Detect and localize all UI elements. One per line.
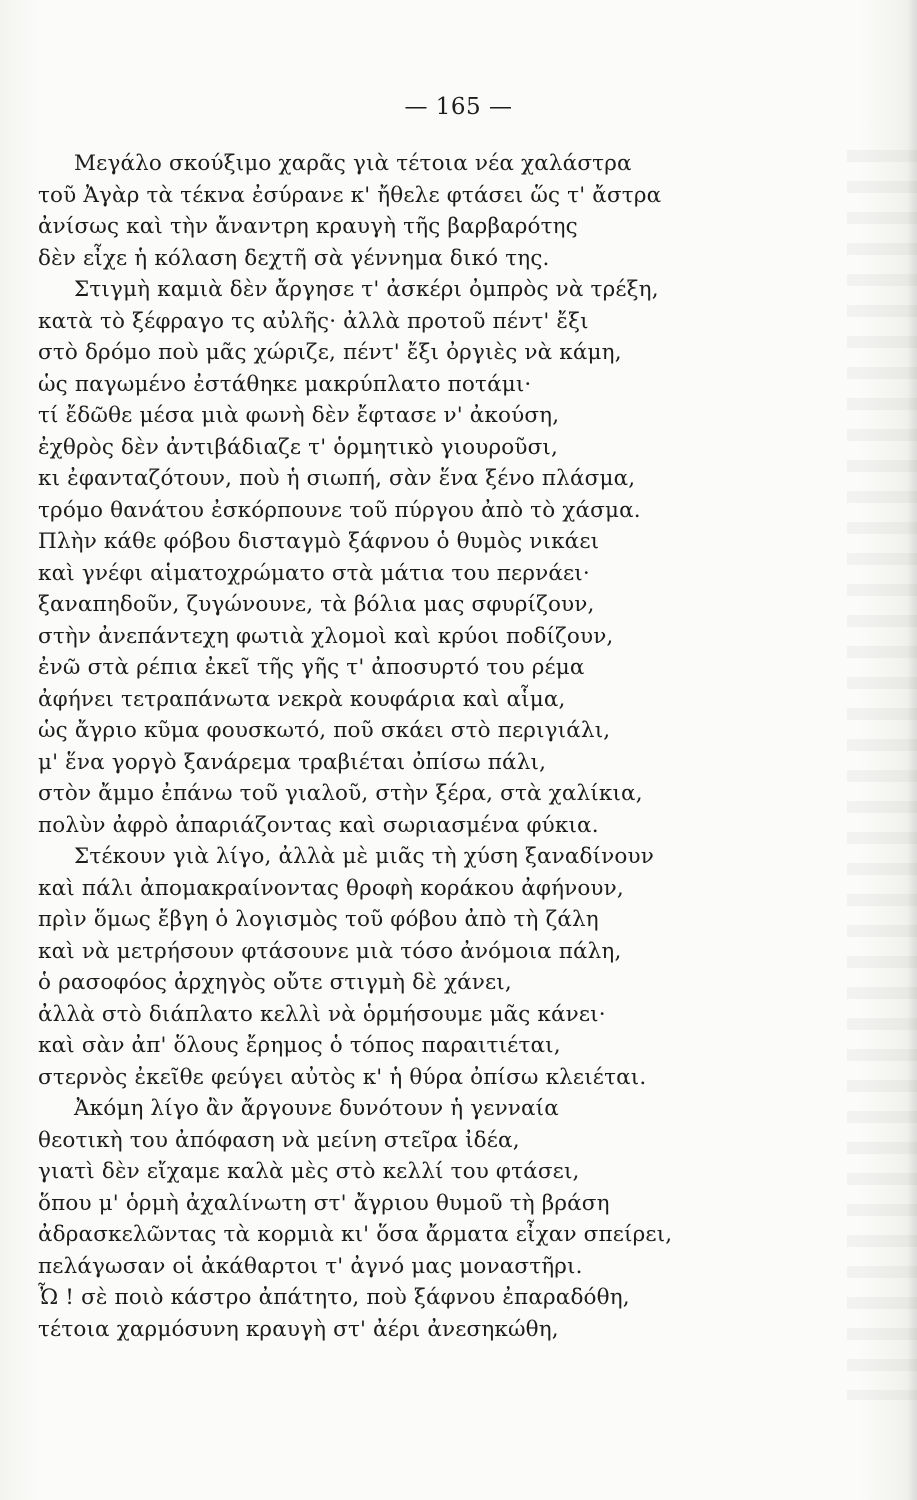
poem-line: ἐνῶ στὰ ρέπια ἐκεῖ τῆς γῆς τ' ἀποσυρτό του ρέμα <box>38 655 585 680</box>
poem-line: Ὦ ! σὲ ποιὸ κάστρο ἀπάτητο, ποὺ ξάφνου ἐπαραδόθη, <box>38 1285 630 1310</box>
poem-line: ἀφήνει τετραπάνωτα νεκρὰ κουφάρια καὶ αἷμα, <box>38 686 566 712</box>
poem-line: γιατὶ δὲν εἴχαμε καλὰ μὲς στὸ κελλί του φτάσει, <box>38 1159 580 1184</box>
poem-line: Πλὴν κάθε φόβου δισταγμὸ ξάφνου ὁ θυμὸς νικάει <box>38 529 600 554</box>
poem-line: τοῦ Ἀγὰρ τὰ τέκνα ἐσύρανε κ' ἤθελε φτάσει ὥς τ' ἄστρα <box>38 182 662 208</box>
poem-line: ἀδρασκελῶντας τὰ κορμιὰ κι' ὅσα ἄρματα εἶχαν σπείρει, <box>38 1222 673 1247</box>
poem-line: στὸν ἄμμο ἐπάνω τοῦ γιαλοῦ, στὴν ξέρα, στὰ χαλίκια, <box>38 781 643 806</box>
poem-line: καὶ πάλι ἀπομακραίνοντας θροφὴ κοράκου ἀφήνουν, <box>38 875 624 901</box>
poem-line: ἀλλὰ στὸ διάπλατο κελλὶ νὰ ὁρμήσουμε μᾶς κάνει· <box>38 1001 606 1027</box>
poem-line: καὶ σὰν ἀπ' ὅλους ἔρημος ὁ τόπος παραιτιέται, <box>38 1033 561 1058</box>
poem-line: ἐχθρὸς δὲν ἀντιβάδιαζε τ' ὁρμητικὸ γιουροῦσι, <box>38 434 558 460</box>
poem-line: στὴν ἀνεπάντεχη φωτιὰ χλομοὶ καὶ κρύοι ποδίζουν, <box>38 623 614 649</box>
page-edge-shadow <box>907 0 917 1500</box>
poem-line: ὁ ρασοφόος ἀρχηγὸς οὔτε στιγμὴ δὲ χάνει, <box>38 970 512 995</box>
poem-line: καὶ νὰ μετρήσουν φτάσουνε μιὰ τόσο ἀνόμοια πάλη, <box>38 938 622 964</box>
poem-line: δὲν εἶχε ἡ κόλαση δεχτῆ σὰ γέννημα δικό της. <box>38 245 550 271</box>
poem-line: καὶ γνέφι αἱματοχρώματο στὰ μάτια του περνάει· <box>38 560 590 586</box>
poem-line: ὡς παγωμένο ἐστάθηκε μακρύπλατο ποτάμι· <box>38 371 532 397</box>
poem-line: ὡς ἄγριο κῦμα φουσκωτό, ποῦ σκάει στὸ περιγιάλι, <box>38 718 611 743</box>
poem-line: ὅπου μ' ὁρμὴ ἀχαλίνωτη στ' ἄγριου θυμοῦ τὴ βράση <box>38 1190 610 1216</box>
poem-line: στερνὸς ἐκεῖθε φεύγει αὐτὸς κ' ἡ θύρα ὀπίσω κλειέται. <box>38 1064 647 1090</box>
poem-line: ξαναπηδοῦν, ζυγώνουνε, τὰ βόλια μας σφυρίζουν, <box>38 592 595 617</box>
poem-line: τρόμο θανάτου ἐσκόρπουνε τοῦ πύργου ἀπὸ τὸ χάσμα. <box>38 497 641 523</box>
page-number: — 165 — <box>404 94 513 120</box>
poem-line: στὸ δρόμο ποὺ μᾶς χώριζε, πέντ' ἔξι ὀργιὲς νὰ κάμη, <box>38 340 622 365</box>
poem-line: Στέκουν γιὰ λίγο, ἀλλὰ μὲ μιᾶς τὴ χύση ξαναδίνουν <box>74 844 654 869</box>
poem-line: Μεγάλο σκούξιμο χαρᾶς γιὰ τέτοια νέα χαλάστρα <box>74 151 632 176</box>
poem-line: πολὺν ἀφρὸ ἀπαριάζοντας καὶ σωριασμένα φύκια. <box>38 812 599 838</box>
poem-line: πρὶν ὅμως ἔβγη ὁ λογισμὸς τοῦ φόβου ἀπὸ τὴ ζάλη <box>38 907 599 932</box>
poem-line: τέτοια χαρμόσυνη κραυγὴ στ' ἀέρι ἀνεσηκώθη, <box>38 1316 559 1342</box>
poem-line: κατὰ τὸ ξέφραγο τς αὐλῆς· ἀλλὰ προτοῦ πέντ' ἔξι <box>38 308 589 334</box>
poem-line: Στιγμὴ καμιὰ δὲν ἄργησε τ' ἀσκέρι ὀμπρὸς νὰ τρέξη, <box>74 277 659 302</box>
poem-line: τί ἔδῶθε μέσα μιὰ φωνὴ δὲν ἔφτασε ν' ἀκούση, <box>38 403 560 428</box>
poem-line: πελάγωσαν οἱ ἀκάθαρτοι τ' ἀγνό μας μοναστῆρι. <box>38 1253 583 1279</box>
poem-line: κι ἐφανταζότουν, ποὺ ἡ σιωπή, σὰν ἕνα ξένο πλάσμα, <box>38 466 636 491</box>
poem-line: θεοτικὴ του ἀπόφαση νὰ μείνη στεῖρα ἰδέα, <box>38 1127 520 1153</box>
poem-line: ἀνίσως καὶ τὴν ἄναντρη κραυγὴ τῆς βαρβαρότης <box>38 214 578 239</box>
poem-line: μ' ἕνα γοργὸ ξανάρεμα τραβιέται ὀπίσω πάλι, <box>38 749 547 775</box>
poem-line: Ἀκόμη λίγο ἂν ἄργουνε δυνότουν ἡ γενναία <box>74 1096 559 1121</box>
